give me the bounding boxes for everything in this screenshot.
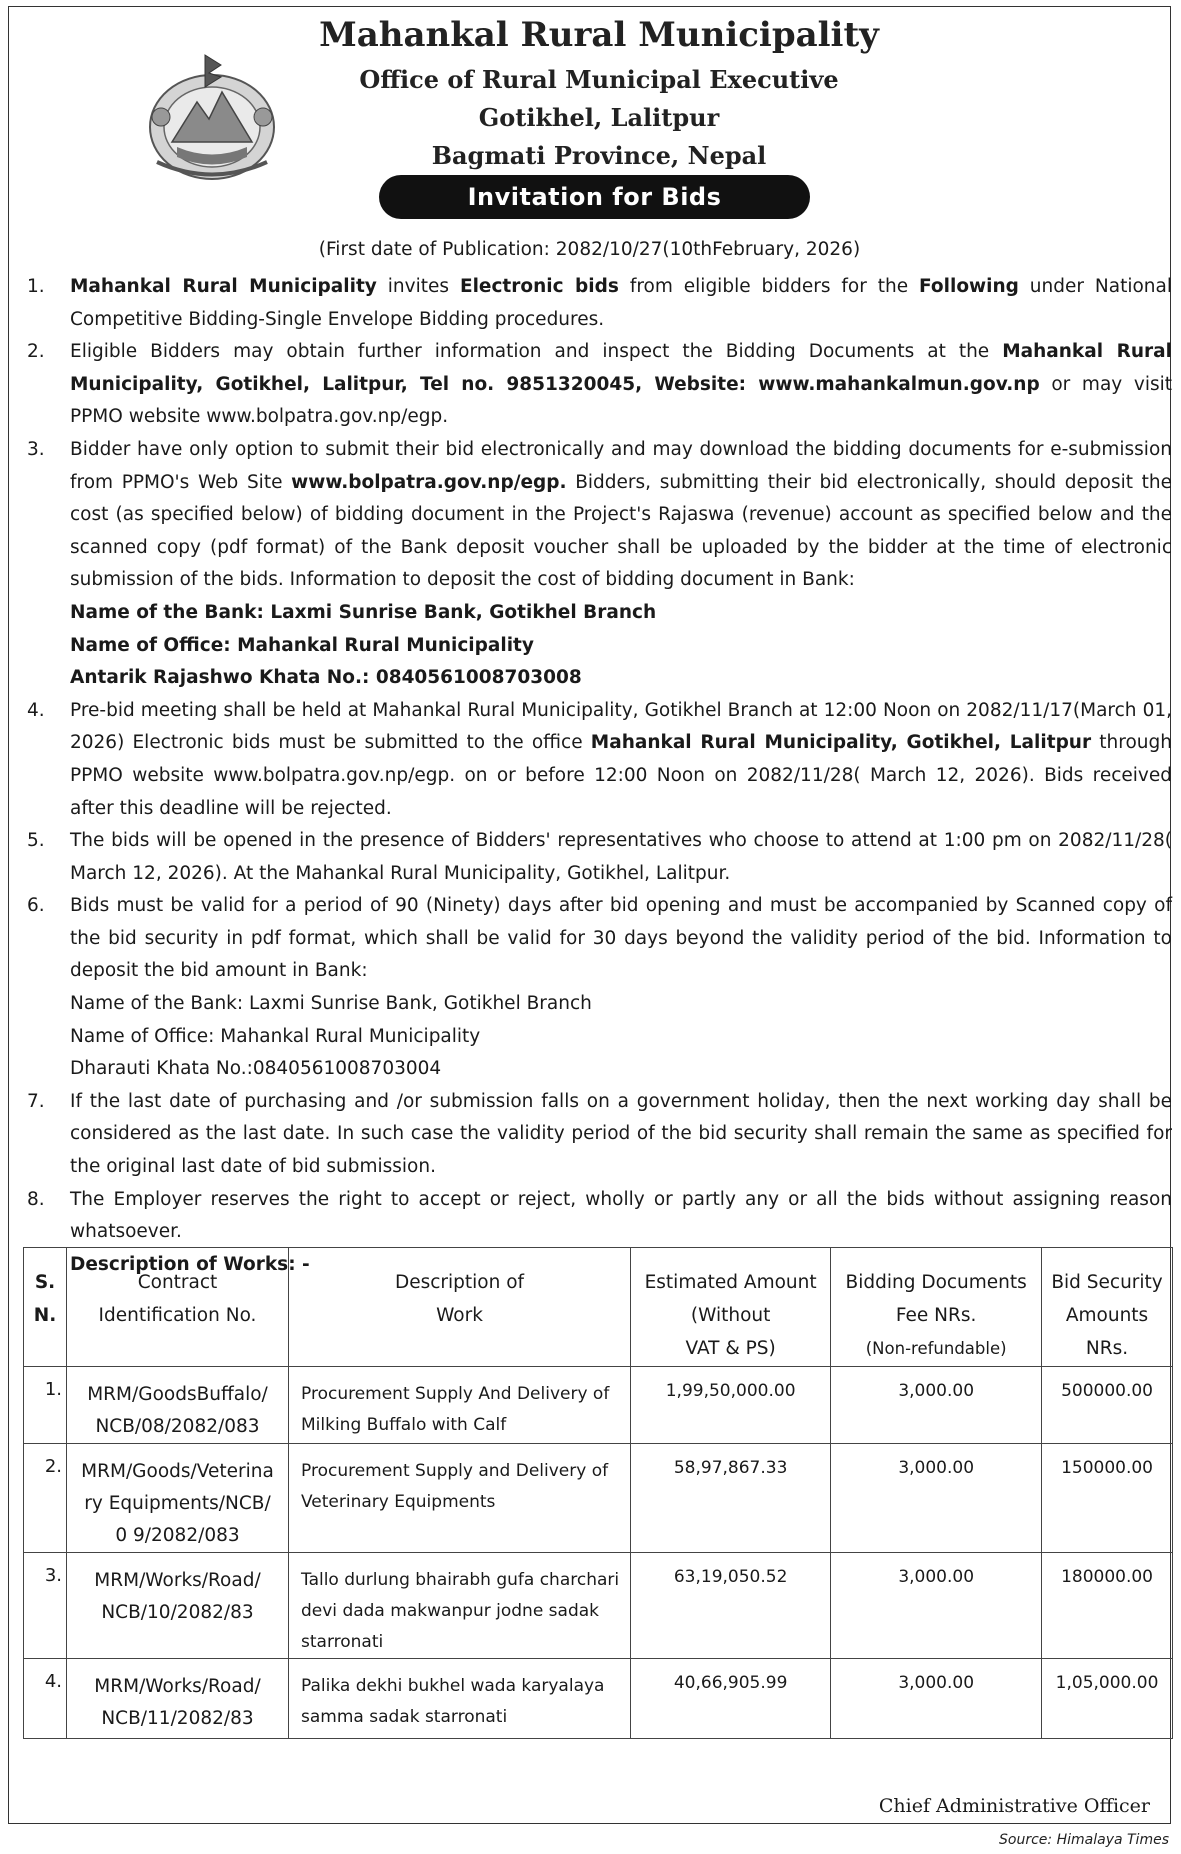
column-header bbox=[67, 1248, 289, 1367]
bid-security-amount: 150000.00 bbox=[1042, 1444, 1173, 1553]
notice-items bbox=[27, 271, 1172, 1281]
item-number: 4. bbox=[27, 699, 45, 721]
office-location: Gotikhel, Lalitpur bbox=[478, 103, 720, 132]
item-text bbox=[70, 1086, 1172, 1184]
column-header bbox=[1042, 1248, 1173, 1367]
notice-page bbox=[8, 6, 1171, 1824]
item-text-part: Pre-bid meeting shall be held at Mahankal Rural Municipality, Gotikhel Branch at 12:00 Noon on 2082/11/17(March 01, 2026) Electronic bids must be submitted to the office bbox=[70, 699, 1172, 754]
list-item bbox=[27, 336, 1172, 434]
list-item bbox=[27, 825, 1172, 890]
table-row bbox=[24, 1367, 1173, 1444]
column-header bbox=[289, 1248, 631, 1367]
item-text-part: or may visit PPMO website www.bolpatra.gov.np/egp. bbox=[70, 373, 1173, 428]
contract-id bbox=[67, 1659, 289, 1739]
document-fee: 3,000.00 bbox=[831, 1444, 1042, 1553]
column-header-line: N. bbox=[33, 1305, 57, 1326]
item-text-part: If the last date of purchasing and /or submission falls on a government holiday, then the next working day shall be considered as the last date. In such case the validity period of the bid security shall remain the same as specified for the original last date of bid submission. bbox=[70, 1090, 1172, 1178]
contract-id-line: NCB/11/2082/83 bbox=[101, 1708, 254, 1729]
list-item bbox=[27, 695, 1172, 825]
work-description: Palika dekhi bukhel wada karyalaya samma sadak starronati bbox=[289, 1659, 631, 1739]
document-fee: 3,000.00 bbox=[831, 1553, 1042, 1659]
work-description: Tallo durlung bhairabh gufa charchari devi dada makwanpur jodne sadak starronati bbox=[289, 1553, 631, 1659]
item-text-part: Bids must be valid for a period of 90 (Ninety) days after bid opening and must be accompanied by Scanned copy of the bid security in pdf format, which shall be valid for 30 days beyond the validity period of the bid. Information to deposit the bid amount in Bank: bbox=[70, 895, 1172, 982]
item-detail-line: Name of the Bank: Laxmi Sunrise Bank, Gotikhel Branch bbox=[70, 993, 592, 1015]
item-detail-line: Dharauti Khata No.:0840561008703004 bbox=[70, 1058, 442, 1080]
contract-id-line: ry Equipments/NCB/ bbox=[84, 1493, 271, 1514]
work-description: Procurement Supply And Delivery of Milking Buffalo with Calf bbox=[289, 1367, 631, 1444]
item-text-part: Mahankal Rural Municipality, Gotikhel, Lalitpur, Tel no. 9851320045, Website: www.mahankalmun.gov.np bbox=[70, 341, 1173, 395]
signatory: Chief Administrative Officer bbox=[878, 1795, 1150, 1817]
document-fee: 3,000.00 bbox=[831, 1367, 1042, 1444]
item-detail-line: Name of the Bank: Laxmi Sunrise Bank, Gotikhel Branch bbox=[70, 601, 657, 623]
item-text bbox=[70, 336, 1172, 434]
table-header-row bbox=[24, 1248, 1173, 1367]
table-row bbox=[24, 1553, 1173, 1659]
column-header-line: (Non-refundable) bbox=[865, 1339, 1007, 1358]
contract-id-line: MRM/Goods/Veterina bbox=[81, 1461, 274, 1482]
item-text-part: Following bbox=[919, 276, 1019, 297]
column-header-line: Description of bbox=[394, 1272, 525, 1293]
item-text-part: Mahankal Rural Municipality bbox=[70, 276, 377, 297]
item-text-part: from eligible bidders for the bbox=[618, 276, 920, 297]
contract-id-line: MRM/GoodsBuffalo/ bbox=[87, 1384, 268, 1405]
serial-number: 3. bbox=[24, 1553, 67, 1659]
item-text-part: Electronic bids bbox=[459, 276, 619, 297]
column-header-line: Bidding Documents bbox=[845, 1272, 1027, 1293]
column-header-line: Amounts bbox=[1065, 1305, 1149, 1326]
work-description: Procurement Supply and Delivery of Veterinary Equipments bbox=[289, 1444, 631, 1553]
column-header-line: S. bbox=[34, 1272, 56, 1293]
bid-security-amount: 180000.00 bbox=[1042, 1553, 1173, 1659]
column-header-line: VAT & PS) bbox=[685, 1338, 776, 1359]
column-header-line: Contract bbox=[137, 1272, 218, 1293]
item-text-part: invites bbox=[376, 276, 460, 297]
item-text bbox=[70, 825, 1172, 890]
table-body bbox=[24, 1367, 1173, 1739]
item-text-part: Bidders, submitting their bid electronically, should deposit the cost (as specified below) of bidding document in the Project's Rajaswa (revenue) account as specified below and the scanned copy (pdf format) of the Bank deposit voucher shall be uploaded by the bidder at the time of electronic submission of the bids. Information to deposit the cost of bidding document in Bank: bbox=[70, 471, 1172, 591]
item-text-part: under National Competitive Bidding-Single Envelope Bidding procedures. bbox=[70, 276, 1172, 330]
item-text-part: Bidder have only option to submit their bid electronically and may download the bidding documents for e-submission from PPMO's Web Site bbox=[70, 438, 1172, 493]
contract-id-line: MRM/Works/Road/ bbox=[94, 1570, 261, 1591]
list-item bbox=[27, 1086, 1172, 1184]
estimated-amount: 1,99,50,000.00 bbox=[631, 1367, 831, 1444]
publication-date: (First date of Publication: 2082/10/27(10thFebruary, 2026) bbox=[318, 239, 861, 260]
contract-id-line: 0 9/2082/083 bbox=[115, 1525, 240, 1546]
item-text bbox=[70, 271, 1172, 336]
column-header-line: Estimated Amount bbox=[644, 1272, 817, 1293]
list-item bbox=[27, 271, 1172, 336]
list-item bbox=[27, 434, 1172, 695]
municipality-title: Mahankal Rural Municipality bbox=[319, 15, 879, 55]
item-number: 2. bbox=[27, 341, 45, 363]
item-number: 6. bbox=[27, 895, 45, 917]
item-number: 7. bbox=[27, 1090, 45, 1112]
works-table bbox=[23, 1247, 1173, 1739]
source-credit: Source: Himalaya Times bbox=[999, 1832, 1169, 1848]
column-header bbox=[831, 1248, 1042, 1367]
item-detail-line: Description of Works: - bbox=[70, 1253, 310, 1275]
bid-security-amount: 500000.00 bbox=[1042, 1367, 1173, 1444]
column-header bbox=[24, 1248, 67, 1367]
estimated-amount: 63,19,050.52 bbox=[631, 1553, 831, 1659]
item-text bbox=[70, 890, 1172, 1086]
item-text bbox=[70, 695, 1172, 825]
item-detail-line: Name of Office: Mahankal Rural Municipality bbox=[70, 1025, 481, 1047]
contract-id-line: NCB/08/2082/083 bbox=[95, 1416, 260, 1437]
column-header-line: Bid Security bbox=[1051, 1272, 1163, 1293]
column-header-line: Identification No. bbox=[98, 1305, 257, 1326]
office-name: Office of Rural Municipal Executive bbox=[359, 65, 839, 94]
estimated-amount: 40,66,905.99 bbox=[631, 1659, 831, 1739]
nepal-emblem-logo bbox=[137, 47, 287, 187]
table-row bbox=[24, 1659, 1173, 1739]
item-text-part: through PPMO website www.bolpatra.gov.np/egp. on or before 12:00 Noon on 2082/11/28( March 12, 2026). Bids received after this deadline will be rejected. bbox=[70, 732, 1172, 819]
document-fee: 3,000.00 bbox=[831, 1659, 1042, 1739]
column-header-line: Work bbox=[436, 1305, 483, 1326]
item-detail-line: Name of Office: Mahankal Rural Municipality bbox=[70, 634, 534, 656]
serial-number: 1. bbox=[24, 1367, 67, 1444]
item-text-part: The bids will be opened in the presence of Bidders' representatives who choose to attend at 1:00 pm on 2082/11/28( March 12, 2026). At the Mahankal Rural Municipality, Gotikhel, Lalitpur. bbox=[70, 830, 1172, 884]
contract-id bbox=[67, 1444, 289, 1553]
item-text-part: Mahankal Rural Municipality, Gotikhel, Lalitpur bbox=[590, 732, 1092, 754]
contract-id-line: NCB/10/2082/83 bbox=[101, 1602, 254, 1623]
item-number: 3. bbox=[27, 438, 45, 460]
invitation-banner: Invitation for Bids bbox=[379, 175, 810, 219]
column-header-line: Fee NRs. bbox=[895, 1305, 977, 1326]
item-text-part: The Employer reserves the right to accept or reject, wholly or partly any or all the bids without assigning reason whatsoever. bbox=[70, 1188, 1172, 1243]
table-row bbox=[24, 1444, 1173, 1553]
contract-id bbox=[67, 1367, 289, 1444]
serial-number: 2. bbox=[24, 1444, 67, 1553]
contract-id bbox=[67, 1553, 289, 1659]
column-header-line: NRs. bbox=[1085, 1338, 1129, 1359]
contract-id-line: MRM/Works/Road/ bbox=[94, 1676, 261, 1697]
bid-security-amount: 1,05,000.00 bbox=[1042, 1659, 1173, 1739]
item-number: 5. bbox=[27, 830, 45, 852]
column-header bbox=[631, 1248, 831, 1367]
item-text-part: Eligible Bidders may obtain further information and inspect the Bidding Documents at the bbox=[70, 341, 1003, 363]
item-text-part: www.bolpatra.gov.np/egp. bbox=[291, 471, 567, 493]
list-item bbox=[27, 890, 1172, 1086]
serial-number: 4. bbox=[24, 1659, 67, 1739]
province-name: Bagmati Province, Nepal bbox=[431, 141, 767, 170]
estimated-amount: 58,97,867.33 bbox=[631, 1444, 831, 1553]
item-detail-line: Antarik Rajashwo Khata No.: 0840561008703008 bbox=[70, 667, 582, 689]
item-number: 8. bbox=[27, 1188, 45, 1210]
column-header-line: (Without bbox=[690, 1305, 771, 1326]
item-number: 1. bbox=[27, 276, 45, 297]
item-text bbox=[70, 434, 1172, 695]
